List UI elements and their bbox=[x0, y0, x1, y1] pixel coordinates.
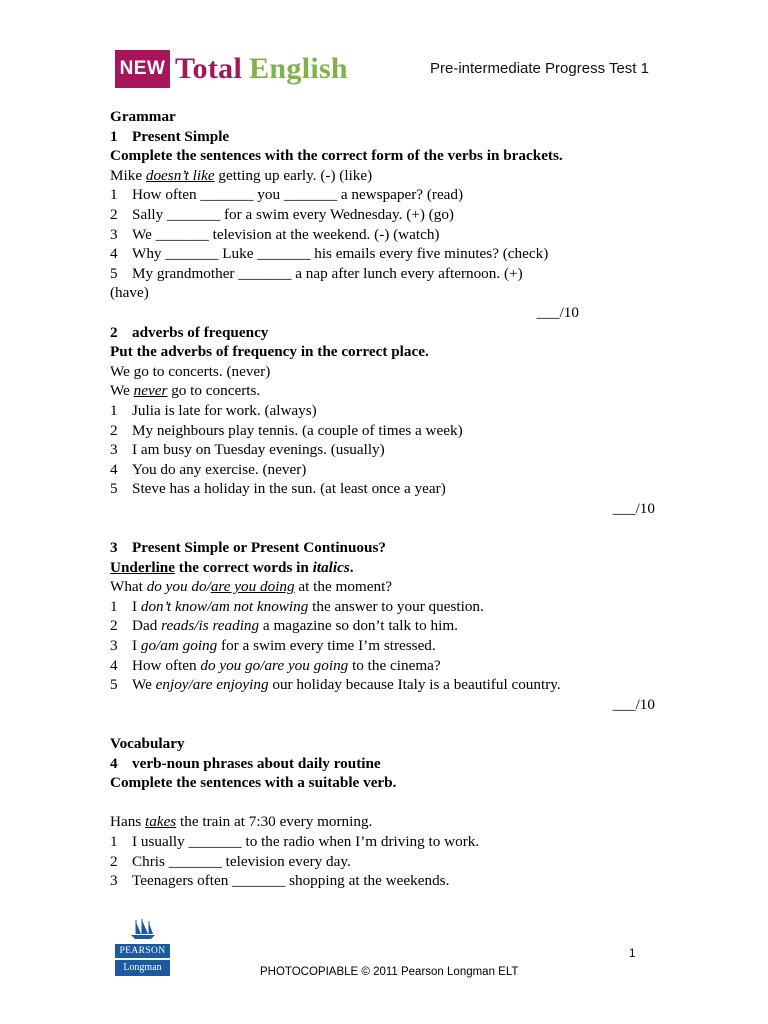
section-4-example: Hans takes the train at 7:30 every morning. bbox=[110, 813, 373, 831]
example-answer: takes bbox=[145, 813, 177, 831]
section-1-title: 1 Present Simple bbox=[110, 127, 230, 145]
logo-english-text: English bbox=[249, 52, 348, 85]
section-3-example: What do you do/are you doing at the moment? bbox=[110, 578, 393, 596]
question-item: 3 Teenagers often _______ shopping at the weekends. bbox=[110, 872, 450, 890]
test-title: Pre-intermediate Progress Test 1 bbox=[430, 60, 649, 77]
question-item: 3 I go/am going for a swim every time I’m stressed. bbox=[110, 637, 436, 655]
section-2-score: ___/10 bbox=[612, 499, 655, 517]
question-item: 4 You do any exercise. (never) bbox=[110, 460, 307, 478]
question-continuation: (have) bbox=[110, 284, 149, 302]
section-1-score: ___/10 bbox=[536, 303, 579, 321]
section-4-instruction: Complete the sentences with a suitable verb. bbox=[110, 774, 397, 792]
copyright-notice: PHOTOCOPIABLE © 2011 Pearson Longman ELT bbox=[260, 966, 519, 978]
section-2-title: 2 adverbs of frequency bbox=[110, 323, 269, 341]
example-answer: never bbox=[133, 382, 168, 400]
example-answer: doesn’t like bbox=[145, 166, 215, 184]
question-item: 1 How often _______ you _______ a newspaper? (read) bbox=[110, 186, 464, 204]
question-item: 4 How often do you go/are you going to the cinema? bbox=[110, 656, 441, 674]
vocabulary-heading: Vocabulary bbox=[110, 735, 185, 752]
question-item: 5 Steve has a holiday in the sun. (at least once a year) bbox=[110, 480, 446, 498]
section-3-score: ___/10 bbox=[612, 695, 655, 713]
section-2-instruction: Put the adverbs of frequency in the correct place. bbox=[110, 343, 429, 361]
question-item: 3 I am busy on Tuesday evenings. (usually) bbox=[110, 441, 385, 459]
example-answer: are you doing bbox=[210, 578, 295, 596]
section-4-title: 4 verb-noun phrases about daily routine bbox=[110, 754, 381, 772]
question-item: 3 We _______ television at the weekend. (-) (watch) bbox=[110, 225, 440, 243]
section-1-example: Mike doesn’t like getting up early. (-) (like) bbox=[110, 166, 373, 184]
question-item: 4 Why _______ Luke _______ his emails every five minutes? (check) bbox=[110, 245, 549, 263]
question-item: 5 We enjoy/are enjoying our holiday because Italy is a beautiful country. bbox=[110, 676, 561, 694]
question-item: 5 My grandmother _______ a nap after lunch every afternoon. (+) bbox=[110, 264, 523, 282]
question-item: 2 Chris _______ television every day. bbox=[110, 852, 351, 870]
pearson-wordmark: PEARSON bbox=[115, 944, 170, 958]
section-2-example-answer: We never go to concerts. bbox=[110, 382, 261, 400]
logo-new-badge: NEW bbox=[115, 50, 170, 88]
section-3-instruction: Underline the correct words in italics. bbox=[110, 558, 354, 576]
brand-logo bbox=[115, 50, 348, 88]
longman-wordmark: Longman bbox=[115, 960, 170, 976]
pearson-longman-logo bbox=[115, 918, 170, 980]
question-item: 1 I don’t know/am not knowing the answer to your question. bbox=[110, 597, 484, 615]
section-1-instruction: Complete the sentences with the correct form of the verbs in brackets. bbox=[110, 147, 563, 165]
section-2-example-question: We go to concerts. (never) bbox=[110, 362, 271, 380]
question-item: 2 Dad reads/is reading a magazine so don’t talk to him. bbox=[110, 617, 458, 635]
test-content bbox=[110, 107, 655, 891]
question-item: 2 Sally _______ for a swim every Wednesday. (+) (go) bbox=[110, 205, 454, 223]
logo-total-text: Total bbox=[175, 52, 243, 85]
grammar-heading: Grammar bbox=[110, 108, 176, 125]
page-number: 1 bbox=[629, 948, 636, 960]
question-item: 2 My neighbours play tennis. (a couple of times a week) bbox=[110, 421, 463, 439]
question-item: 1 I usually _______ to the radio when I’m driving to work. bbox=[110, 832, 480, 850]
ship-icon bbox=[115, 918, 170, 940]
section-3-title: 3 Present Simple or Present Continuous? bbox=[110, 539, 386, 557]
question-item: 1 Julia is late for work. (always) bbox=[110, 401, 317, 419]
